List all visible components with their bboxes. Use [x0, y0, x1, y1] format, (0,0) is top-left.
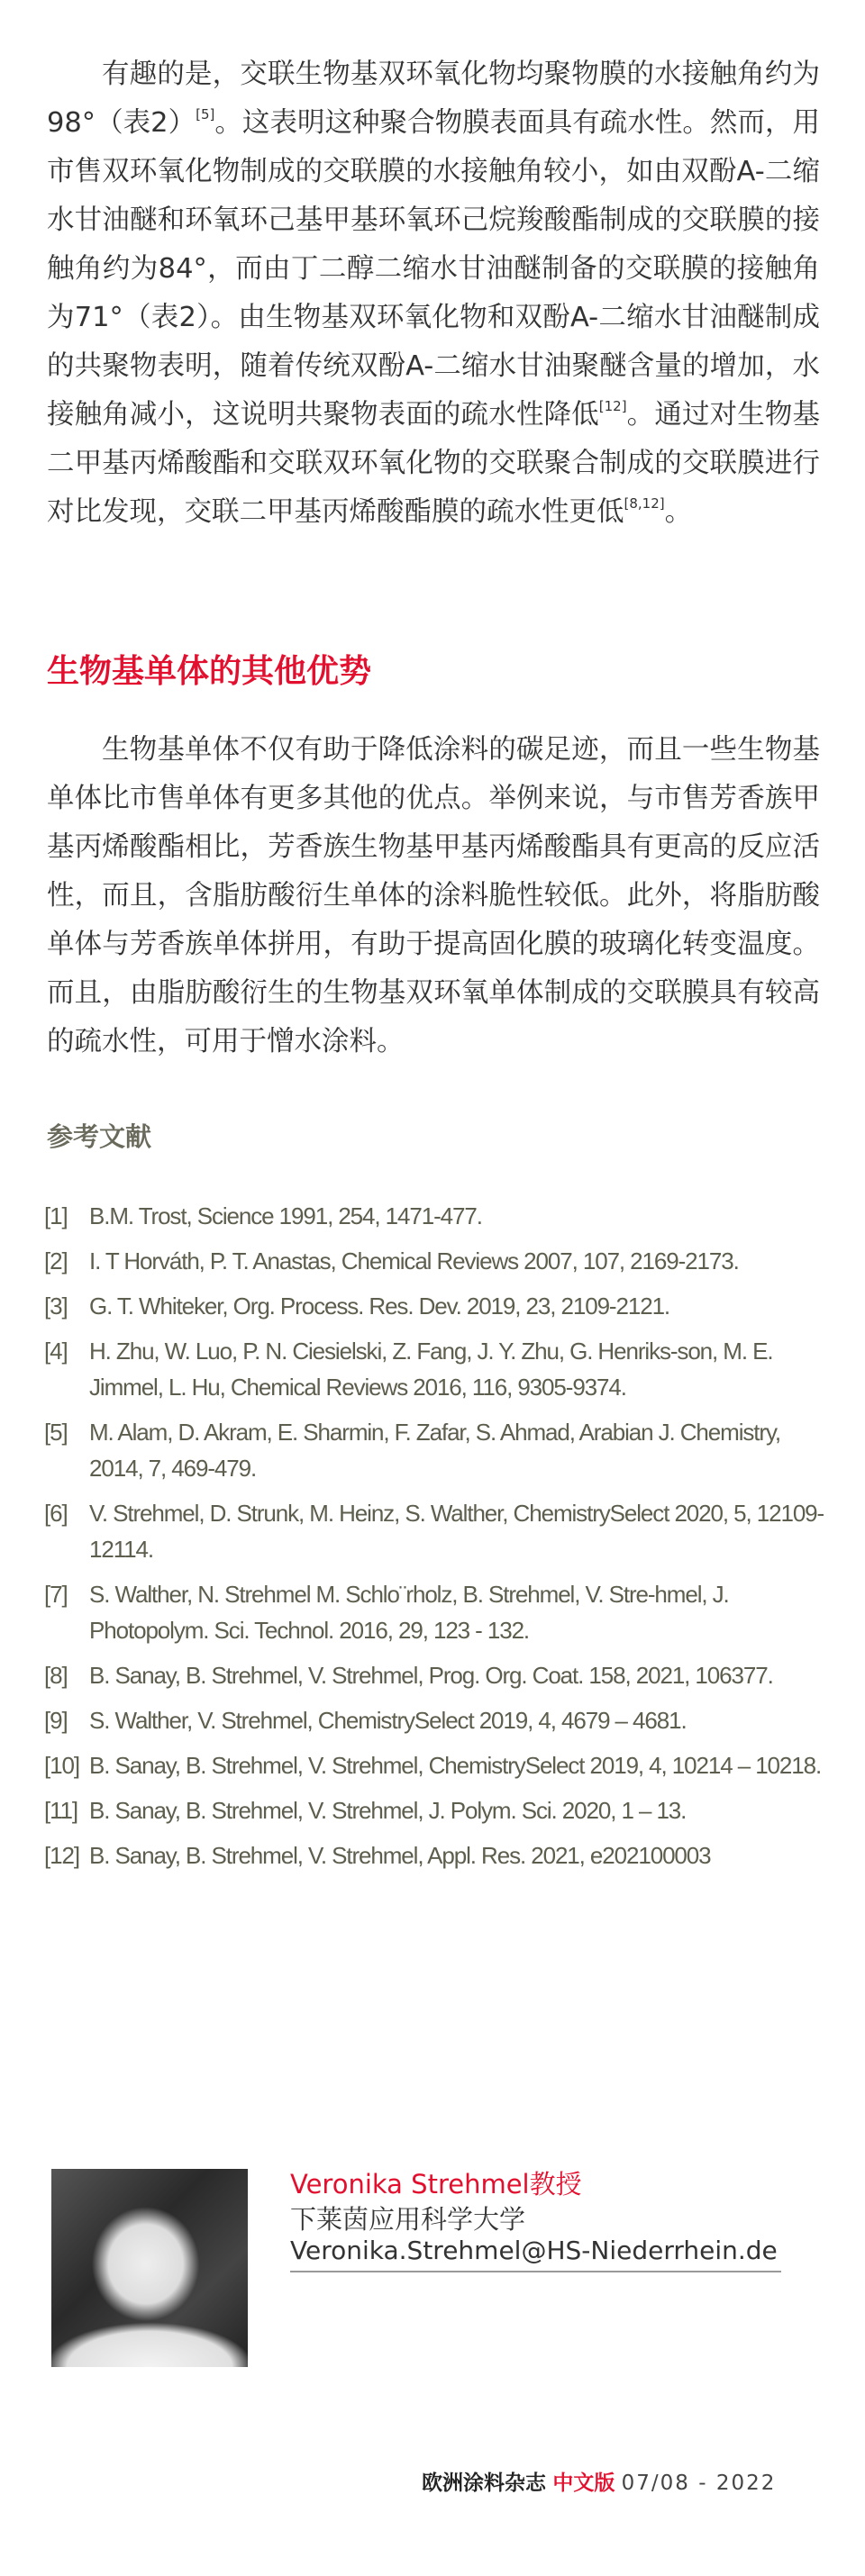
issue-label: 07/08 - 2022: [621, 2472, 777, 2495]
reference-text: B. Sanay, B. Strehmel, V. Strehmel, ChemistrySelect 2019, 4, 10214 – 10218.: [89, 1752, 822, 1779]
reference-item: [44, 1495, 828, 1567]
reference-number: [12]: [44, 1842, 79, 1869]
reference-item: [44, 1414, 828, 1486]
reference-text: B. Sanay, B. Strehmel, V. Strehmel, Appl. Res. 2021, e202100003: [89, 1842, 711, 1869]
reference-item: [44, 1792, 828, 1828]
edition-label: 中文版: [552, 2472, 615, 2495]
reference-item: [44, 1702, 828, 1738]
reference-text: B. Sanay, B. Strehmel, V. Strehmel, J. Polym. Sci. 2020, 1 – 13.: [89, 1797, 687, 1824]
reference-item: [44, 1288, 828, 1324]
citation[interactable]: [12]: [598, 398, 627, 414]
citation[interactable]: [5]: [196, 106, 215, 122]
reference-item: [44, 1243, 828, 1279]
text: 。这表明这种聚合物膜表面具有疏水性。然而，用市售双环氧化物制成的交联膜的水接触角较小，如由双酚A-二缩水甘油醚和环氧环己基甲基环氧环己烷羧酸酯制成的交联膜的接触角约为84°，而由丁二醇二缩水甘油醚制备的交联膜的接触角为71°（表2）。由生物基双环氧化物和双酚A-二缩水甘油醚制成的共聚物表明，随着传统双酚A-二缩水甘油聚醚含量的增加，水接触角减小，这说明共聚物表面的疏水性降低: [47, 107, 821, 431]
text: 生物基单体不仅有助于降低涂料的碳足迹，而且一些生物基单体比市售单体有更多其他的优点。举例来说，与市售芳香族甲基丙烯酸酯相比，芳香族生物基甲基丙烯酸酯具有更高的反应活性，而且，含脂肪酸衍生单体的涂料脆性较低。此外，将脂肪酸单体与芳香族单体拼用，有助于提高固化膜的玻璃化转变温度。而且，由脂肪酸衍生的生物基双环氧单体制成的交联膜具有较高的疏水性，可用于憎水涂料。: [47, 734, 820, 1057]
reference-text: S. Walther, V. Strehmel, ChemistrySelect 2019, 4, 4679 – 4681.: [89, 1707, 687, 1734]
reference-text: B.M. Trost, Science 1991, 254, 1471-477.: [89, 1202, 482, 1229]
paragraph-advantages: [47, 726, 820, 1066]
magazine-name: 欧洲涂料杂志: [422, 2472, 546, 2495]
reference-text: V. Strehmel, D. Strunk, M. Heinz, S. Walther, ChemistrySelect 2020, 5, 12109-12114.: [89, 1500, 824, 1563]
author-university: 下莱茵应用科学大学: [290, 2204, 526, 2235]
reference-text: G. T. Whiteker, Org. Process. Res. Dev. 2019, 23, 2109-2121.: [89, 1293, 670, 1320]
reference-number: [9]: [44, 1707, 68, 1734]
reference-list: [44, 1198, 828, 1882]
reference-number: [1]: [44, 1202, 68, 1229]
author-email-link[interactable]: Veronika.Strehmel@HS-Niederrhein.de: [290, 2236, 781, 2272]
reference-number: [6]: [44, 1500, 68, 1527]
reference-number: [2]: [44, 1247, 68, 1274]
reference-item: [44, 1576, 828, 1648]
text: 。: [664, 496, 693, 528]
paragraph-contact-angle: [47, 50, 820, 537]
text: 有趣的是，交联生物基双环氧化物均聚物膜的水接触角约为98°（表2）: [47, 59, 820, 139]
reference-item: [44, 1747, 828, 1783]
references-heading: 参考文献: [47, 1121, 152, 1152]
citation[interactable]: [8,12]: [624, 495, 665, 512]
reference-item: [44, 1333, 828, 1405]
reference-number: [3]: [44, 1293, 68, 1320]
reference-text: B. Sanay, B. Strehmel, V. Strehmel, Prog. Org. Coat. 158, 2021, 106377.: [89, 1662, 773, 1689]
reference-number: [10]: [44, 1752, 79, 1779]
reference-number: [8]: [44, 1662, 68, 1689]
reference-text: S. Walther, N. Strehmel M. Schlo¨rholz, B. Strehmel, V. Stre-hmel, J. Photopolym. Sci. Technol. 2016, 29, 123 - 132.: [89, 1581, 729, 1644]
reference-text: H. Zhu, W. Luo, P. N. Ciesielski, Z. Fang, J. Y. Zhu, G. Henriks-son, M. E. Jimmel, L. Hu, Chemical Reviews 2016, 116, 9305-9374.: [89, 1338, 773, 1401]
section-heading: 生物基单体的其他优势: [47, 653, 372, 690]
reference-number: [11]: [44, 1797, 78, 1824]
reference-number: [7]: [44, 1581, 68, 1608]
reference-text: I. T Horváth, P. T. Anastas, Chemical Reviews 2007, 107, 2169-2173.: [89, 1247, 739, 1274]
reference-number: [4]: [44, 1338, 68, 1365]
reference-item: [44, 1837, 828, 1873]
reference-item: [44, 1657, 828, 1693]
reference-item: [44, 1198, 828, 1234]
author-photo: [51, 2169, 248, 2367]
reference-number: [5]: [44, 1419, 68, 1446]
reference-text: M. Alam, D. Akram, E. Sharmin, F. Zafar, S. Ahmad, Arabian J. Chemistry, 2014, 7, 469-479.: [89, 1419, 781, 1482]
page-footer: [422, 2466, 776, 2496]
author-name: Veronika Strehmel教授: [290, 2169, 582, 2200]
text: 。通过对生物基二甲基丙烯酸酯和交联双环氧化物的交联聚合制成的交联膜进行对比发现，交联二甲基丙烯酸酯膜的疏水性更低: [47, 399, 821, 528]
